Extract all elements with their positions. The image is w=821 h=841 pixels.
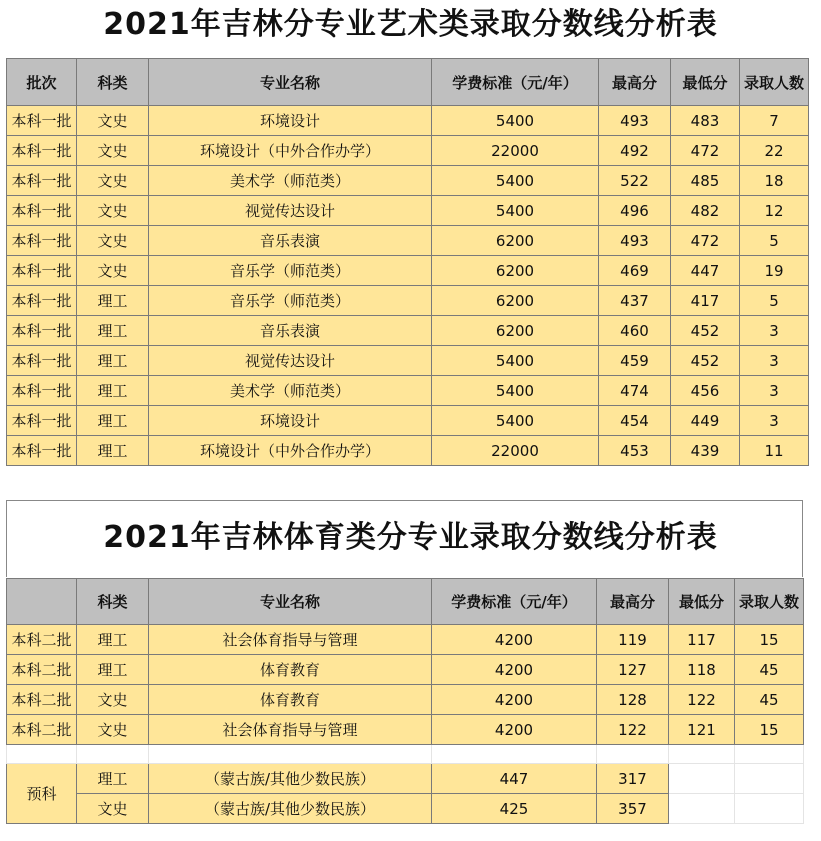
category-cell: 文史: [77, 226, 149, 256]
min-score-cell: 439: [671, 436, 740, 466]
enrolled-cell: 15: [735, 715, 804, 745]
batch-cell: 本科一批: [7, 286, 77, 316]
min-score-cell: 472: [671, 226, 740, 256]
table-row: [7, 346, 809, 376]
max-score-cell: 474: [599, 376, 671, 406]
category-cell: 文史: [77, 166, 149, 196]
max-score-cell: 469: [599, 256, 671, 286]
max-score-cell: 119: [597, 625, 669, 655]
header-category: 科类: [77, 59, 149, 106]
header-major: 专业名称: [149, 579, 432, 625]
header-tuition: 学费标准（元/年）: [432, 579, 597, 625]
empty-cell: [432, 745, 597, 764]
batch-cell: 本科二批: [7, 655, 77, 685]
min-score-cell: 122: [669, 685, 735, 715]
enrolled-cell: 22: [740, 136, 809, 166]
min-score-cell: 449: [671, 406, 740, 436]
major-cell: 音乐学（师范类）: [149, 286, 432, 316]
batch-cell: 本科一批: [7, 346, 77, 376]
batch-cell: 本科一批: [7, 256, 77, 286]
batch-cell: 本科一批: [7, 436, 77, 466]
table-row: [7, 106, 809, 136]
tuition-cell: 4200: [432, 685, 597, 715]
table-row: [7, 196, 809, 226]
tuition-cell: 5400: [432, 346, 599, 376]
table-row: [7, 166, 809, 196]
enrolled-cell: 3: [740, 316, 809, 346]
batch-cell: 本科二批: [7, 685, 77, 715]
category-cell: 文史: [77, 685, 149, 715]
enrolled-cell: 7: [740, 106, 809, 136]
major-cell: 体育教育: [149, 685, 432, 715]
category-cell: 理工: [77, 316, 149, 346]
major-cell: 环境设计: [149, 406, 432, 436]
tuition-cell: 22000: [432, 136, 599, 166]
category-cell: 理工: [77, 655, 149, 685]
tuition-cell: 4200: [432, 625, 597, 655]
major-cell: 视觉传达设计: [149, 346, 432, 376]
batch-cell: 本科一批: [7, 406, 77, 436]
category-cell: 文史: [77, 136, 149, 166]
yuke-batch-cell: 预科: [7, 764, 77, 824]
tuition-cell: 22000: [432, 436, 599, 466]
max-score-cell: 127: [597, 655, 669, 685]
max-score-cell: 493: [599, 226, 671, 256]
tuition-cell: 4200: [432, 715, 597, 745]
batch-cell: 本科一批: [7, 166, 77, 196]
category-cell: 理工: [77, 346, 149, 376]
tuition-cell: 4200: [432, 655, 597, 685]
category-cell: 文史: [77, 794, 149, 824]
min-score-cell: 456: [671, 376, 740, 406]
art-header-row: [7, 59, 809, 106]
category-cell: 理工: [77, 376, 149, 406]
batch-cell: 本科一批: [7, 376, 77, 406]
empty-cell: [149, 745, 432, 764]
category-cell: 理工: [77, 286, 149, 316]
tuition-cell: 6200: [432, 316, 599, 346]
enrolled-cell: 3: [740, 406, 809, 436]
enrolled-cell: 12: [740, 196, 809, 226]
major-cell: 环境设计: [149, 106, 432, 136]
header-batch: 批次: [7, 59, 77, 106]
category-cell: 文史: [77, 196, 149, 226]
min-score-cell: 117: [669, 625, 735, 655]
category-cell: 文史: [77, 106, 149, 136]
major-cell: 社会体育指导与管理: [149, 715, 432, 745]
tuition-cell: 5400: [432, 406, 599, 436]
major-cell: 美术学（师范类）: [149, 166, 432, 196]
max-score-cell: 122: [597, 715, 669, 745]
batch-cell: 本科二批: [7, 625, 77, 655]
min-score-cell: 472: [671, 136, 740, 166]
empty-cell: [597, 745, 669, 764]
max-score-cell: 492: [599, 136, 671, 166]
major-cell: 环境设计（中外合作办学）: [149, 436, 432, 466]
category-cell: 理工: [77, 764, 149, 794]
major-cell: 环境设计（中外合作办学）: [149, 136, 432, 166]
enrolled-cell: 19: [740, 256, 809, 286]
major-cell: （蒙古族/其他少数民族）: [149, 764, 432, 794]
empty-cell: [669, 794, 735, 824]
major-cell: 社会体育指导与管理: [149, 625, 432, 655]
major-cell: 美术学（师范类）: [149, 376, 432, 406]
max-score-cell: 128: [597, 685, 669, 715]
table-row: [7, 226, 809, 256]
batch-cell: 本科二批: [7, 715, 77, 745]
min-score-cell: 417: [671, 286, 740, 316]
max-score-cell: 460: [599, 316, 671, 346]
batch-cell: 本科一批: [7, 196, 77, 226]
category-cell: 文史: [77, 715, 149, 745]
table-row: [7, 286, 809, 316]
tuition-cell: 447: [432, 764, 597, 794]
header-major: 专业名称: [149, 59, 432, 106]
min-score-cell: 483: [671, 106, 740, 136]
table-row: [7, 685, 804, 715]
table-row: [7, 715, 804, 745]
enrolled-cell: 11: [740, 436, 809, 466]
min-score-cell: 452: [671, 316, 740, 346]
enrolled-cell: 3: [740, 346, 809, 376]
header-min-score: 最低分: [669, 579, 735, 625]
tuition-cell: 425: [432, 794, 597, 824]
category-cell: 理工: [77, 436, 149, 466]
tuition-cell: 5400: [432, 196, 599, 226]
min-score-cell: 452: [671, 346, 740, 376]
header-batch: [7, 579, 77, 625]
art-score-table: [6, 58, 809, 466]
batch-cell: 本科一批: [7, 106, 77, 136]
header-category: 科类: [77, 579, 149, 625]
empty-cell: [735, 794, 804, 824]
header-tuition: 学费标准（元/年）: [432, 59, 599, 106]
max-score-cell: 459: [599, 346, 671, 376]
enrolled-cell: 5: [740, 286, 809, 316]
sports-score-table: [6, 578, 804, 824]
art-table-title: 2021年吉林分专业艺术类录取分数线分析表: [103, 7, 718, 42]
table-row: [7, 655, 804, 685]
table-row: [7, 436, 809, 466]
tuition-cell: 5400: [432, 376, 599, 406]
enrolled-cell: 18: [740, 166, 809, 196]
major-cell: 视觉传达设计: [149, 196, 432, 226]
header-max-score: 最高分: [599, 59, 671, 106]
major-cell: 体育教育: [149, 655, 432, 685]
max-score-cell: 453: [599, 436, 671, 466]
major-cell: 音乐学（师范类）: [149, 256, 432, 286]
empty-cell: [669, 745, 735, 764]
empty-cell: [669, 764, 735, 794]
category-cell: 文史: [77, 256, 149, 286]
table-row: [7, 625, 804, 655]
sports-table-title: 2021年吉林体育类分专业录取分数线分析表: [103, 520, 718, 555]
spacer-row: [7, 745, 804, 764]
max-score-cell: 493: [599, 106, 671, 136]
table-row: [7, 406, 809, 436]
enrolled-cell: 45: [735, 685, 804, 715]
max-score-cell: 437: [599, 286, 671, 316]
major-cell: （蒙古族/其他少数民族）: [149, 794, 432, 824]
enrolled-cell: 15: [735, 625, 804, 655]
enrolled-cell: 5: [740, 226, 809, 256]
empty-cell: [735, 764, 804, 794]
category-cell: 理工: [77, 406, 149, 436]
min-score-cell: 447: [671, 256, 740, 286]
enrolled-cell: 3: [740, 376, 809, 406]
yuke-row: [7, 794, 804, 824]
major-cell: 音乐表演: [149, 316, 432, 346]
batch-cell: 本科一批: [7, 136, 77, 166]
max-score-cell: 317: [597, 764, 669, 794]
tuition-cell: 5400: [432, 166, 599, 196]
header-enrolled: 录取人数: [735, 579, 804, 625]
table-row: [7, 136, 809, 166]
max-score-cell: 496: [599, 196, 671, 226]
tuition-cell: 6200: [432, 286, 599, 316]
yuke-row: [7, 764, 804, 794]
tuition-cell: 5400: [432, 106, 599, 136]
batch-cell: 本科一批: [7, 316, 77, 346]
table-row: [7, 376, 809, 406]
max-score-cell: 454: [599, 406, 671, 436]
header-min-score: 最低分: [671, 59, 740, 106]
tuition-cell: 6200: [432, 226, 599, 256]
min-score-cell: 118: [669, 655, 735, 685]
header-enrolled: 录取人数: [740, 59, 809, 106]
empty-cell: [7, 745, 77, 764]
enrolled-cell: 45: [735, 655, 804, 685]
header-max-score: 最高分: [597, 579, 669, 625]
batch-cell: 本科一批: [7, 226, 77, 256]
tuition-cell: 6200: [432, 256, 599, 286]
table-row: [7, 256, 809, 286]
max-score-cell: 357: [597, 794, 669, 824]
empty-cell: [735, 745, 804, 764]
max-score-cell: 522: [599, 166, 671, 196]
table-row: [7, 316, 809, 346]
category-cell: 理工: [77, 625, 149, 655]
min-score-cell: 485: [671, 166, 740, 196]
min-score-cell: 482: [671, 196, 740, 226]
min-score-cell: 121: [669, 715, 735, 745]
major-cell: 音乐表演: [149, 226, 432, 256]
empty-cell: [77, 745, 149, 764]
sports-header-row: [7, 579, 804, 625]
